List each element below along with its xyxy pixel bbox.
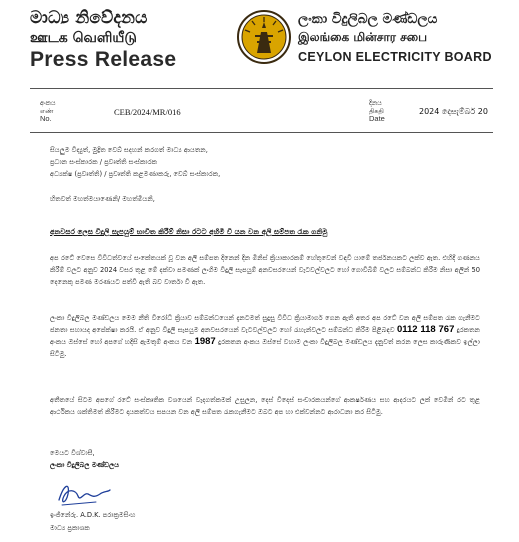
signatory-position: මාධ්‍ය ප්‍රකාශක [50,524,90,532]
reference-labels [40,99,80,123]
handwritten-signature [56,478,112,508]
paragraph-2-part-a: ලංකා විදුලිබල මණ්ඩලය මෙම නීති විරෝධී ක්‍රියාව සම්බන්ධයෙන් දැනටමත් සුදුසු විවිධ ක්‍රියාමාර්ග ගෙන ඇති අතර අප රටේ වන අලි සම්පත රැක ගැනීමට ජනතා සහායද අපේක්ෂා කරයි. ඒ අනුව විදුලි සැපයුම අනවසරයෙන් වැටවල්වලට හෝ රැහැන්වලට සම්බන්ධ කිරීම පිළිබඳව [50,314,480,334]
ceb-logo-icon [236,8,292,66]
reference-label-english: No. [40,114,52,123]
date-label-sinhala: දිනය [369,99,382,107]
closing-regards: මෙයට විශ්වාසී, [50,449,95,457]
recipients-line-3: අධ්‍යක්ෂ (ප්‍රවෘත්ති) / ප්‍රවෘත්ති කළමණාකරු, වෙබ් සංස්කාරක, [50,170,221,178]
press-release-title-sinhala: මාධ්‍ය නිවේදනය [30,8,148,28]
paragraph-2-part-b: දුරකතන අංකය ඔස්සේ හෝ අපගේ හදිසි ඇමතුම් අංකය වන [50,326,480,346]
header-right-titles [298,10,513,65]
press-release-title-english: Press Release [30,48,177,71]
release-date: 2024 දෙසැම්බර් 20 [419,107,488,116]
header-left-titles [30,8,230,72]
paragraph-2 [50,312,480,360]
release-headline: අනවසර ලෙස විදුලි සැපයුම් භාවිත කිරීම් නිසා රටට අහිමි වී යන වන අලි සම්පත රැක ගනිමු [50,227,328,236]
hotline-number: 0112 118 767 [396,324,455,335]
date-labels [369,99,399,123]
paragraph-2-part-c: දුරකතන අංකය ඔස්සේ වහාම ලංකා විදුලිබල මණ්ඩලය දැනුවත් කරන ලෙස කාරුණිකව ඉල්ලා සිටිමු. [50,338,480,358]
recipients-line-2: ප්‍රධාන සංස්කාරක / ප්‍රවෘත්ති සංස්කාරක [50,158,158,166]
recipients-line-1: සියලුම විද්‍යුත්, මුද්‍රිත වෙබ් සදහන් කරගත් මාධ්‍ය ආයතන, [50,146,208,154]
header-divider [30,88,493,89]
paragraph-3: අතීතයේ සිටම අපගේ රටේ සංස්කෘතික වශයෙන් වැදගත්කමක් උසුලන, දෙස් විදෙස් සංචාරකයන්ගේ ආකර්ෂණය සහ ආදරයට ලක් වෙමින් රට තුළ ආර්ථිකය ශක්තිමත් කිරීමට දායකත්වය සපයන වන අලි සම්පත රැකගැනීමට ඔබට අප හා එක්වන්නට ආරාධනා කර සිටිමු. [50,396,480,416]
paragraph-1: අප රටේ වෙසෙ විවිධත්වයේ සංකේතයක් වූ වන අලි සම්පත දිනෙන් දින මිනිස් ක්‍රියාකාරකම් හේතුවෙන් වඳවී යාමේ තර්ජනයකට ලක්ව ඇත. එහිදී ගණනය කිරීම් වලට අනුව 2024 වසර තුළ මේ දක්වා පමණක් ලංගිම විදුලි සැපයුම් අනවසරයෙන් වැටවල්වලට හෝ ගොවිබිම් වලට සම්බන්ධ කිරීම නිසා අලින් 50 දෙනෙකු පමණ මරණයට පත්වී ඇති බව වාර්තා වී ඇත. [50,254,480,286]
short-emergency-number: 1987 [194,336,216,347]
signatory-name: ඉංජිනේරු. A.D.K. පරාක්‍රමසිංහ [50,511,136,519]
reference-divider [30,132,493,133]
date-label-tamil: திகதி [369,107,384,115]
reference-number: CEB/2024/MR/016 [114,107,181,117]
ceb-name-tamil: இலங்கை மின்சார சபை [298,30,428,44]
date-label-english: Date [369,114,385,123]
salutation: හිතවත් මහත්මයාණෙනි/ මහත්මියනි, [50,195,155,203]
press-release-title-tamil: ஊடக வெளியீடு [30,30,137,46]
closing-organization: ලංකා විදුලිබල මණ්ඩලය [50,461,120,469]
ceb-name-sinhala: ලංකා විදුලිබල මණ්ඩලය [298,11,438,27]
ceb-name-english: CEYLON ELECTRICITY BOARD [298,50,492,64]
reference-label-tamil: எண் [40,107,54,115]
reference-label-sinhala: අංකය [40,99,56,107]
